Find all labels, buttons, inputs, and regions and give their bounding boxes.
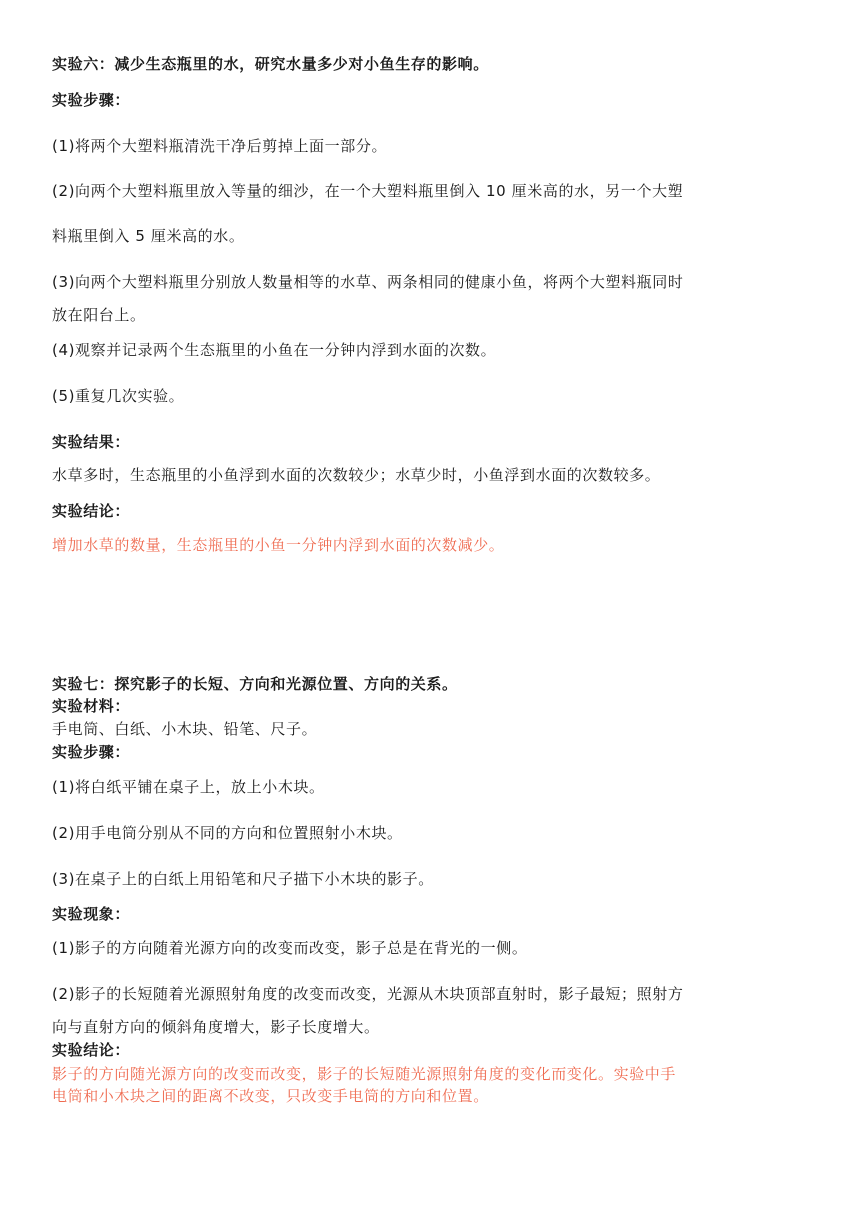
exp6-step-2-line-1: (2)向两个大塑料瓶里放入等量的细沙，在一个大塑料瓶里倒入 10 厘米高的水，另一个大塑	[52, 182, 684, 200]
exp7-steps-heading: 实验步骤：	[52, 743, 131, 761]
exp7-phenomenon-heading: 实验现象：	[52, 905, 131, 923]
exp7-materials-heading: 实验材料：	[52, 697, 131, 715]
exp7-step-3: (3)在桌子上的白纸上用铅笔和尺子描下小木块的影子。	[52, 870, 434, 888]
exp6-step-1: (1)将两个大塑料瓶清洗干净后剪掉上面一部分。	[52, 137, 388, 155]
exp6-conclusion: 增加水草的数量，生态瓶里的小鱼一分钟内浮到水面的次数减少。	[52, 536, 505, 554]
exp6-title: 实验六：减少生态瓶里的水，研究水量多少对小鱼生存的影响。	[52, 55, 489, 73]
exp6-conclusion-heading: 实验结论：	[52, 502, 131, 520]
exp7-phenomenon-1: (1)影子的方向随着光源方向的改变而改变，影子总是在背光的一侧。	[52, 939, 528, 957]
exp7-conclusion-line-1: 影子的方向随光源方向的改变而改变，影子的长短随光源照射角度的变化而变化。实验中手	[52, 1065, 677, 1083]
exp7-phenomenon-2-line-1: (2)影子的长短随着光源照射角度的改变而改变，光源从木块顶部直射时，影子最短；照射方	[52, 985, 684, 1003]
exp7-title: 实验七：探究影子的长短、方向和光源位置、方向的关系。	[52, 675, 458, 693]
exp6-step-3-line-2: 放在阳台上。	[52, 306, 146, 324]
exp7-conclusion-heading: 实验结论：	[52, 1041, 131, 1059]
exp6-step-5: (5)重复几次实验。	[52, 387, 185, 405]
exp7-conclusion-line-2: 电筒和小木块之间的距离不改变，只改变手电筒的方向和位置。	[52, 1087, 489, 1105]
exp6-result-heading: 实验结果：	[52, 433, 131, 451]
exp7-step-1: (1)将白纸平铺在桌子上，放上小木块。	[52, 778, 325, 796]
exp6-steps-heading: 实验步骤：	[52, 91, 131, 109]
exp6-step-3-line-1: (3)向两个大塑料瓶里分别放人数量相等的水草、两条相同的健康小鱼，将两个大塑料瓶同时	[52, 273, 684, 291]
exp7-materials: 手电筒、白纸、小木块、铅笔、尺子。	[52, 720, 318, 738]
exp7-step-2: (2)用手电筒分别从不同的方向和位置照射小木块。	[52, 824, 403, 842]
exp6-result: 水草多时，生态瓶里的小鱼浮到水面的次数较少；水草少时，小鱼浮到水面的次数较多。	[52, 466, 661, 484]
exp7-phenomenon-2-line-2: 向与直射方向的倾斜角度增大，影子长度增大。	[52, 1018, 380, 1036]
exp6-step-2-line-2: 料瓶里倒入 5 厘米高的水。	[52, 227, 245, 245]
exp6-step-4: (4)观察并记录两个生态瓶里的小鱼在一分钟内浮到水面的次数。	[52, 341, 497, 359]
